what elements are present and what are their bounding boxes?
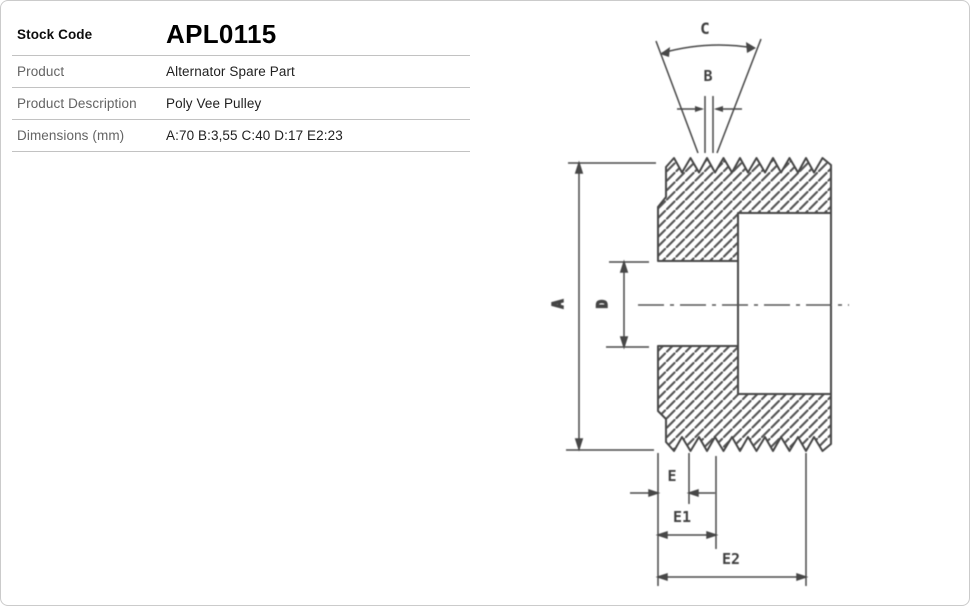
dim-label-c: C xyxy=(700,19,710,38)
bore-edges xyxy=(738,213,831,394)
dim-label-e2: E2 xyxy=(721,550,741,568)
product-value: Alternator Spare Part xyxy=(166,64,295,79)
product-label: Product xyxy=(17,64,65,79)
product-description-value: Poly Vee Pulley xyxy=(166,96,262,111)
dim-label-e: E xyxy=(667,467,677,485)
dim-e-group xyxy=(630,453,806,586)
pulley-lower-section xyxy=(658,346,831,451)
dimensions-value: A:70 B:3,55 C:40 D:17 E2:23 xyxy=(166,128,343,143)
dim-label-d: D xyxy=(595,299,611,309)
dimensions-label: Dimensions (mm) xyxy=(17,128,125,143)
pulley-technical-drawing xyxy=(1,1,970,606)
dim-label-e1: E1 xyxy=(672,508,692,526)
stock-code-value: APL0115 xyxy=(166,19,277,49)
product-description-label: Product Description xyxy=(17,96,137,111)
dim-label-b: B xyxy=(703,67,713,85)
pulley-upper-section xyxy=(658,158,831,261)
stock-code-label: Stock Code xyxy=(17,27,93,42)
dim-c-b-group xyxy=(656,19,761,153)
dim-label-a: A xyxy=(549,299,567,309)
